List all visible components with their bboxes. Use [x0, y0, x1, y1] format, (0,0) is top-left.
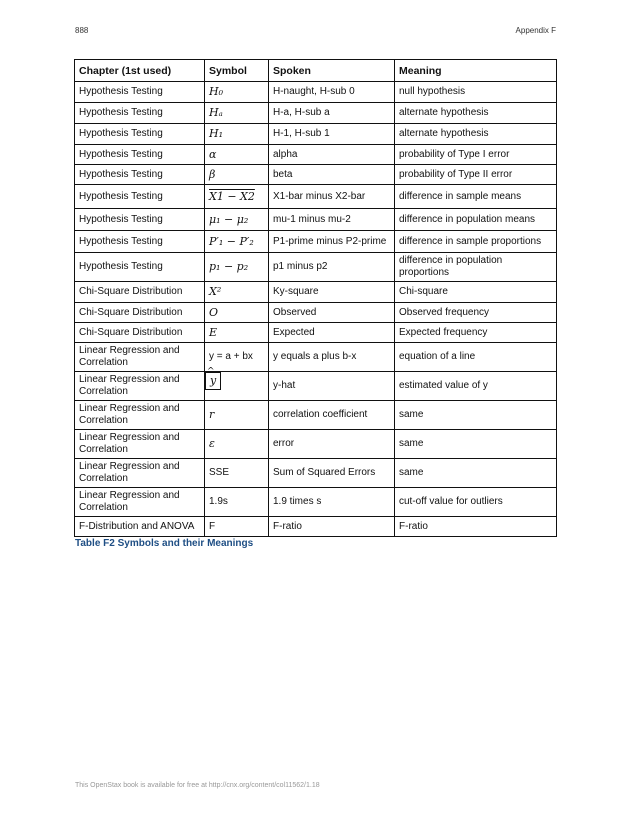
- cell-meaning: Observed frequency: [395, 303, 557, 323]
- table-row: [75, 488, 557, 517]
- cell-spoken: y-hat: [269, 372, 395, 401]
- cell-symbol: Hₐ: [205, 103, 269, 124]
- cell-chapter: Chi-Square Distribution: [75, 303, 205, 323]
- cell-meaning: estimated value of y: [395, 372, 557, 401]
- column-header: Chapter (1st used): [75, 60, 205, 82]
- cell-symbol: F: [205, 517, 269, 537]
- cell-meaning: same: [395, 459, 557, 488]
- table-row: [75, 103, 557, 124]
- table-row: [75, 517, 557, 537]
- cell-symbol: μ₁ − μ₂: [205, 209, 269, 231]
- cell-spoken: H-1, H-sub 1: [269, 124, 395, 145]
- cell-symbol: H₀: [205, 82, 269, 103]
- cell-chapter: Linear Regression and Correlation: [75, 488, 205, 517]
- cell-chapter: Hypothesis Testing: [75, 231, 205, 253]
- cell-meaning: cut-off value for outliers: [395, 488, 557, 517]
- cell-chapter: Linear Regression and Correlation: [75, 459, 205, 488]
- cell-chapter: Hypothesis Testing: [75, 165, 205, 185]
- cell-symbol: O: [205, 303, 269, 323]
- cell-spoken: Observed: [269, 303, 395, 323]
- page-number: 888: [75, 26, 89, 35]
- cell-spoken: H-naught, H-sub 0: [269, 82, 395, 103]
- cell-symbol: H₁: [205, 124, 269, 145]
- cell-symbol: X²: [205, 282, 269, 303]
- table-row: [75, 231, 557, 253]
- cell-symbol: β: [205, 165, 269, 185]
- table-row: [75, 282, 557, 303]
- table-row: [75, 303, 557, 323]
- cell-chapter: Hypothesis Testing: [75, 82, 205, 103]
- cell-spoken: y equals a plus b-x: [269, 343, 395, 372]
- cell-meaning: Chi-square: [395, 282, 557, 303]
- cell-chapter: Linear Regression and Correlation: [75, 372, 205, 401]
- cell-spoken: Sum of Squared Errors: [269, 459, 395, 488]
- cell-chapter: Linear Regression and Correlation: [75, 343, 205, 372]
- table-caption: Table F2 Symbols and their Meanings: [75, 538, 254, 549]
- cell-meaning: difference in sample proportions: [395, 231, 557, 253]
- cell-meaning: null hypothesis: [395, 82, 557, 103]
- cell-meaning: alternate hypothesis: [395, 124, 557, 145]
- cell-spoken: P1-prime minus P2-prime: [269, 231, 395, 253]
- cell-symbol: p₁ − p₂: [205, 253, 269, 282]
- table-row: [75, 185, 557, 209]
- column-header: Symbol: [205, 60, 269, 82]
- cell-symbol: r: [205, 401, 269, 430]
- table-header-row: [75, 60, 557, 82]
- cell-symbol: ^ y: [205, 372, 221, 390]
- cell-spoken: F-ratio: [269, 517, 395, 537]
- cell-chapter: Linear Regression and Correlation: [75, 401, 205, 430]
- cell-chapter: Chi-Square Distribution: [75, 282, 205, 303]
- cell-meaning: same: [395, 430, 557, 459]
- cell-spoken: X1-bar minus X2-bar: [269, 185, 395, 209]
- cell-symbol: X1 − X2: [205, 185, 269, 209]
- cell-spoken: Expected: [269, 323, 395, 343]
- cell-meaning: same: [395, 401, 557, 430]
- cell-meaning: F-ratio: [395, 517, 557, 537]
- cell-meaning: difference in sample means: [395, 185, 557, 209]
- cell-symbol: ε: [205, 430, 269, 459]
- cell-meaning: difference in population proportions: [395, 253, 557, 282]
- cell-spoken: beta: [269, 165, 395, 185]
- cell-chapter: Hypothesis Testing: [75, 145, 205, 165]
- table-body: [75, 82, 557, 537]
- cell-spoken: Ky-square: [269, 282, 395, 303]
- cell-symbol: y = a + bx: [205, 343, 269, 372]
- table-row: [75, 253, 557, 282]
- cell-chapter: Hypothesis Testing: [75, 124, 205, 145]
- cell-chapter: F-Distribution and ANOVA: [75, 517, 205, 537]
- cell-spoken: 1.9 times s: [269, 488, 395, 517]
- column-header: Meaning: [395, 60, 557, 82]
- cell-chapter: Hypothesis Testing: [75, 103, 205, 124]
- table-row: [75, 372, 557, 401]
- cell-symbol: P′₁ − P′₂: [205, 231, 269, 253]
- table-row: [75, 459, 557, 488]
- page-footer: This OpenStax book is available for free at http://cnx.org/content/col11562/1.18: [75, 782, 320, 789]
- cell-spoken: correlation coefficient: [269, 401, 395, 430]
- symbols-table: [74, 59, 557, 537]
- section-header: Appendix F: [515, 26, 556, 35]
- table-row: [75, 209, 557, 231]
- cell-meaning: probability of Type II error: [395, 165, 557, 185]
- cell-spoken: error: [269, 430, 395, 459]
- table-row: [75, 124, 557, 145]
- cell-chapter: Hypothesis Testing: [75, 209, 205, 231]
- cell-symbol: SSE: [205, 459, 269, 488]
- table-row: [75, 323, 557, 343]
- table-row: [75, 165, 557, 185]
- table-row: [75, 145, 557, 165]
- cell-symbol: E: [205, 323, 269, 343]
- cell-spoken: H-a, H-sub a: [269, 103, 395, 124]
- cell-chapter: Hypothesis Testing: [75, 253, 205, 282]
- table-row: [75, 82, 557, 103]
- cell-symbol: α: [205, 145, 269, 165]
- cell-spoken: mu-1 minus mu-2: [269, 209, 395, 231]
- cell-meaning: difference in population means: [395, 209, 557, 231]
- cell-chapter: Hypothesis Testing: [75, 185, 205, 209]
- column-header: Spoken: [269, 60, 395, 82]
- cell-meaning: Expected frequency: [395, 323, 557, 343]
- table-row: [75, 430, 557, 459]
- cell-meaning: probability of Type I error: [395, 145, 557, 165]
- cell-chapter: Chi-Square Distribution: [75, 323, 205, 343]
- table-row: [75, 401, 557, 430]
- cell-meaning: alternate hypothesis: [395, 103, 557, 124]
- cell-symbol: 1.9s: [205, 488, 269, 517]
- cell-spoken: p1 minus p2: [269, 253, 395, 282]
- cell-spoken: alpha: [269, 145, 395, 165]
- cell-meaning: equation of a line: [395, 343, 557, 372]
- cell-chapter: Linear Regression and Correlation: [75, 430, 205, 459]
- table-row: [75, 343, 557, 372]
